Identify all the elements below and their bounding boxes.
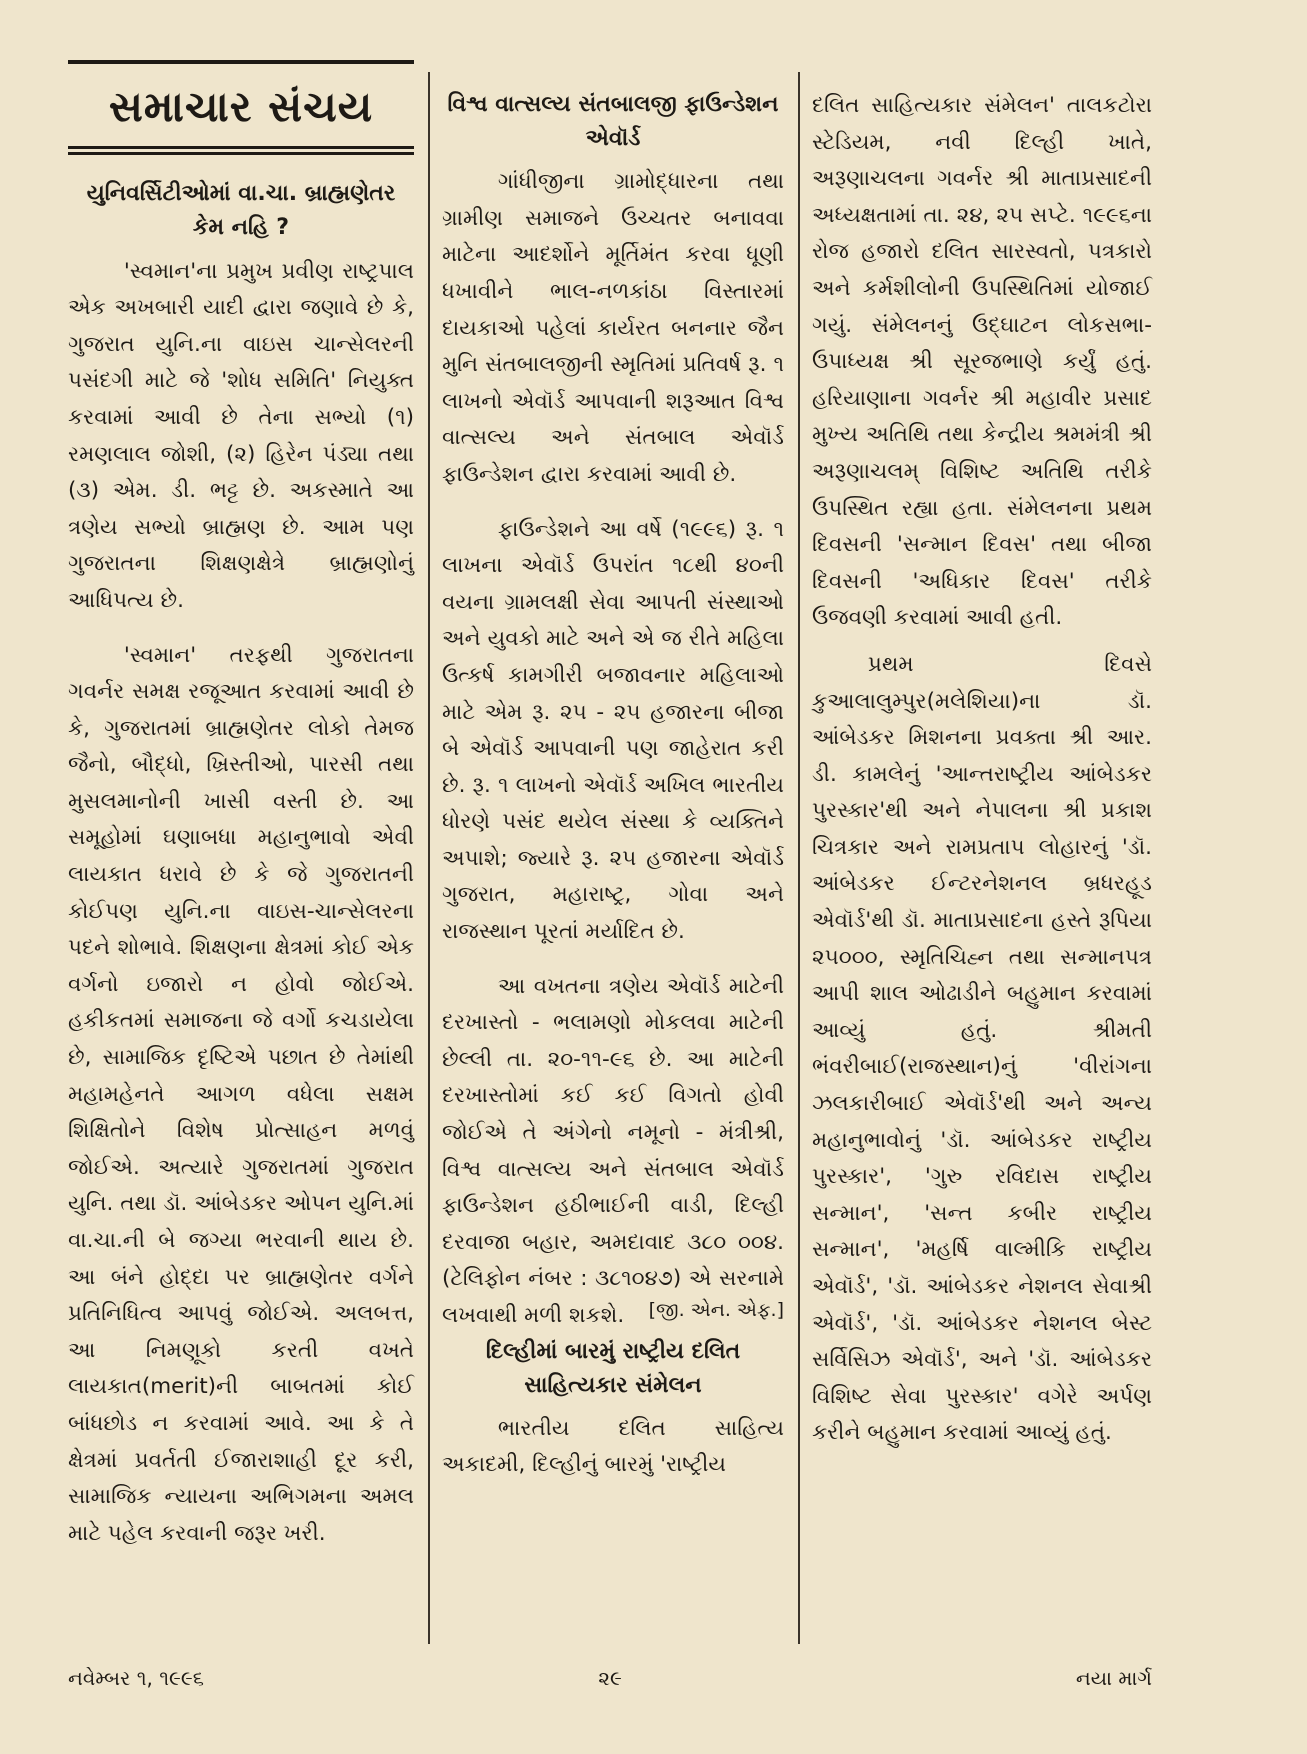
article-paragraph: 'સ્વમાન'ના પ્રમુખ પ્રવીણ રાષ્ટ્રપાલ એક અખબારી યાદી દ્વારા જણાવે છે કે, ગુજરાત યુનિ.ના વાઇસ ચાન્સેલરની પસંદગી માટે જે 'શોધ સમિતિ' નિયુક્ત કરવામાં આવી છે તેના સભ્યો (૧) રમણલાલ જોશી, (૨) હિરેન પંડ્યા તથા (૩) એમ. ડી. ભટ્ટ છે. અકસ્માતે આ ત્રણેય સભ્યો બ્રાહ્મણ છે. આમ પણ ગુજરાતના શિક્ષણક્ષેત્રે બ્રાહ્મણોનું આધિપત્ય છે. — [68, 258, 414, 613]
article-paragraph: ગાંધીજીના ગ્રામોદ્ધારના તથા ગ્રામીણ સમાજને ઉચ્ચતર બનાવવા માટેના આદર્શોને મૂર્તિમંત કરવા ધૂણી ધખાવીને ભાલ-નળકાંઠા વિસ્તારમાં દાયકાઓ પહેલાં કાર્યરત બનનાર જૈન મુનિ સંતબાલજીની સ્મૃતિમાં પ્રતિવર્ષ રૂ. ૧ લાખનો એવૉર્ડ આપવાની શરૂઆત વિશ્વ વાત્સલ્ય અને સંતબાલ એવૉર્ડ ફાઉન્ડેશન દ્વારા કરવામાં આવી છે. — [442, 169, 784, 487]
article-paragraph: ભારતીય દલિત સાહિત્ય અકાદમી, દિલ્હીનું બારમું 'રાષ્ટ્રીય — [442, 1415, 784, 1478]
column-middle — [442, 60, 784, 1484]
section-masthead: સમાચાર સંચય — [108, 82, 374, 131]
column-divider — [798, 72, 800, 1644]
issue-date: નવેમ્બર ૧, ૧૯૯૬ — [68, 1666, 204, 1690]
masthead-rule — [68, 146, 414, 155]
page-footer — [68, 1666, 1152, 1702]
article-paragraph: 'સ્વમાન' તરફથી ગુજરાતના ગવર્નર સમક્ષ રજૂઆત કરવામાં આવી છે કે, ગુજરાતમાં બ્રાહ્મણેતર લોકો તેમજ જૈનો, બૌદ્ધો, ખ્રિસ્તીઓ, પારસી તથા મુસલમાનોની ખાસી વસ્તી છે. આ સમૂહોમાં ઘણાબધા મહાનુભાવો એવી લાયકાત ધરાવે છે કે જે ગુજરાતની કોઈપણ યુનિ.ના વાઇસ-ચાન્સેલરના પદને શોભાવે. શિક્ષણના ક્ષેત્રમાં કોઈ એક વર્ગનો ઇજારો ન હોવો જોઈએ. હકીકતમાં સમાજના જે વર્ગો કચડાયેલા છે, સામાજિક દૃષ્ટિએ પછાત છે તેમાંથી મહામહેનતે આગળ વધેલા સક્ષમ શિક્ષિતોને વિશેષ પ્રોત્સાહન મળવું જોઈએ. અત્યારે ગુજરાતમાં ગુજરાત યુનિ. તથા ડૉ. આંબેડકર ઓપન યુનિ.માં વા.ચા.ની બે જગ્યા ભરવાની થાય છે. આ બંને હોદ્દા પર બ્રાહ્મણેતર વર્ગને પ્રતિનિધિત્વ આપવું જોઈએ. અલબત્ત, આ નિમણૂકો કરતી વખતે લાયકાત(merit)ની બાબતમાં કોઈ બાંધછોડ ન કરવામાં આવે. આ કે તે ક્ષેત્રમાં પ્રવર્તતી ઈજારાશાહી દૂર કરી, સામાજિક ન્યાયના અભિગમના અમલ માટે પહેલ કરવાની જરૂર ખરી. — [68, 642, 414, 1546]
article-heading: યુનિવર્સિટીઓમાં વા.ચા. બ્રાહ્મણેતર કેમ નહિ ? — [86, 181, 396, 241]
article-paragraph: આ વખતના ત્રણેય એવૉર્ડ માટેની દરખાસ્તો - ભલામણો મોકલવા માટેની છેલ્લી તા. ૨૦-૧૧-૯૬ છે. આ માટેની દરખાસ્તોમાં કઈ કઈ વિગતો હોવી જોઈએ તે અંગેનો નમૂનો - મંત્રીશ્રી, વિશ્વ વાત્સલ્ય અને સંતબાલ એવૉર્ડ ફાઉન્ડેશન હઠીભાઈની વાડી, દિલ્હી દરવાજા બહાર, અમદાવાદ ૩૮૦ ૦૦૪. (ટેલિફોન નંબર : ૩૮૧૦૪૭) એ સરનામે લખવાથી મળી શકશે. — [442, 973, 784, 1328]
article-heading: વિશ્વ વાત્સલ્ય સંતબાલજી ફાઉન્ડેશન એવૉર્ડ — [447, 92, 779, 152]
article-paragraph: દલિત સાહિત્યકાર સંમેલન' તાલકટોરા સ્ટેડિયમ, નવી દિલ્હી ખાતે, અરૂણાચલના ગવર્નર શ્રી માતાપ્રસાદની અધ્યક્ષતામાં તા. ૨૪, ૨૫ સપ્ટે. ૧૯૯૬ના રોજ હજારો દલિત સારસ્વતો, પત્રકારો અને કર્મશીલોની ઉપસ્થિતિમાં યોજાઈ ગયું. સંમેલનનું ઉદ્ઘાટન લોકસભા-ઉપાધ્યક્ષ શ્રી સૂરજભાણે કર્યું હતું. હરિયાણાના ગવર્નર શ્રી મહાવીર પ્રસાદ મુખ્ય અતિથિ તથા કેન્દ્રીય શ્રમમંત્રી શ્રી અરૂણાચલમ્ વિશિષ્ટ અતિથિ તરીકે ઉપસ્થિત રહ્યા હતા. સંમેલનના પ્રથમ દિવસની 'સન્માન દિવસ' તથા બીજા દિવસની 'અધિકાર દિવસ' તરીકે ઉજવણી કરવામાં આવી હતી. — [812, 93, 1152, 631]
article-paragraph: પ્રથમ દિવસે કુઆલાલુમ્પુર(મલેશિયા)ના ડૉ. આંબેડકર મિશનના પ્રવક્તા શ્રી આર. ડી. કામલેનું 'આન્તરાષ્ટ્રીય આંબેડકર પુરસ્કાર'થી અને નેપાલના શ્રી પ્રકાશ ચિત્રકાર અને રામપ્રતાપ લોહારનું 'ડૉ. આંબેડકર ઈન્ટરનેશનલ બ્રધરહૂડ એવૉર્ડ'થી ડૉ. માતાપ્રસાદના હસ્તે રૂપિયા ૨૫૦૦૦, સ્મૃતિચિહ્ન તથા સન્માનપત્ર આપી શાલ ઓઢાડીને બહુમાન કરવામાં આવ્યું હતું. શ્રીમતી ભંવરીબાઈ(રાજસ્થાન)નું 'વીરાંગના ઝલકારીબાઈ એવૉર્ડ'થી અને અન્ય મહાનુભાવોનું 'ડૉ. આંબેડકર રાષ્ટ્રીય પુરસ્કાર', 'ગુરુ રવિદાસ રાષ્ટ્રીય સન્માન', 'સન્ત કબીર રાષ્ટ્રીય સન્માન', 'મહર્ષિ વાલ્મીકિ રાષ્ટ્રીય એવૉર્ડ', 'ડૉ. આંબેડકર નેશનલ સેવાશ્રી એવૉર્ડ', 'ડૉ. આંબેડકર નેશનલ બેસ્ટ સર્વિસિઝ એવૉર્ડ', અને 'ડૉ. આંબેડકર વિશિષ્ટ સેવા પુરસ્કાર' વગેરે અર્પણ કરીને બહુમાન કરવામાં આવ્યું હતું. — [812, 651, 1152, 1446]
article-signature: [જી. એન. એફ.] — [648, 1298, 784, 1321]
page-number: ૨૯ — [598, 1666, 622, 1690]
column-divider — [428, 72, 430, 1644]
article-paragraph: ફાઉન્ડેશને આ વર્ષે (૧૯૯૬) રૂ. ૧ લાખના એવૉર્ડ ઉપરાંત ૧૮થી ૪૦ની વયના ગ્રામલક્ષી સેવા આપતી સંસ્થાઓ અને યુવકો માટે અને એ જ રીતે મહિલા ઉત્કર્ષ કામગીરી બજાવનાર મહિલાઓ માટે એમ રૂ. ૨૫ - ૨૫ હજારના બીજા બે એવૉર્ડ આપવાની પણ જાહેરાત કરી છે. રૂ. ૧ લાખનો એવૉર્ડ અખિલ ભારતીય ધોરણે પસંદ થયેલ સંસ્થા કે વ્યક્તિને અપાશે; જ્યારે રૂ. ૨૫ હજારના એવૉર્ડ ગુજરાત, મહારાષ્ટ્ર, ગોવા અને રાજસ્થાન પૂરતાં મર્યાદિત છે. — [442, 516, 784, 945]
column-right — [812, 60, 1152, 1452]
article-heading: દિલ્હીમાં બારમું રાષ્ટ્રીય દલિત સાહિત્યકાર સંમેલન — [485, 1338, 741, 1398]
magazine-name: નયા માર્ગ — [1075, 1666, 1152, 1690]
column-left — [68, 60, 414, 1552]
top-rule — [68, 60, 414, 64]
